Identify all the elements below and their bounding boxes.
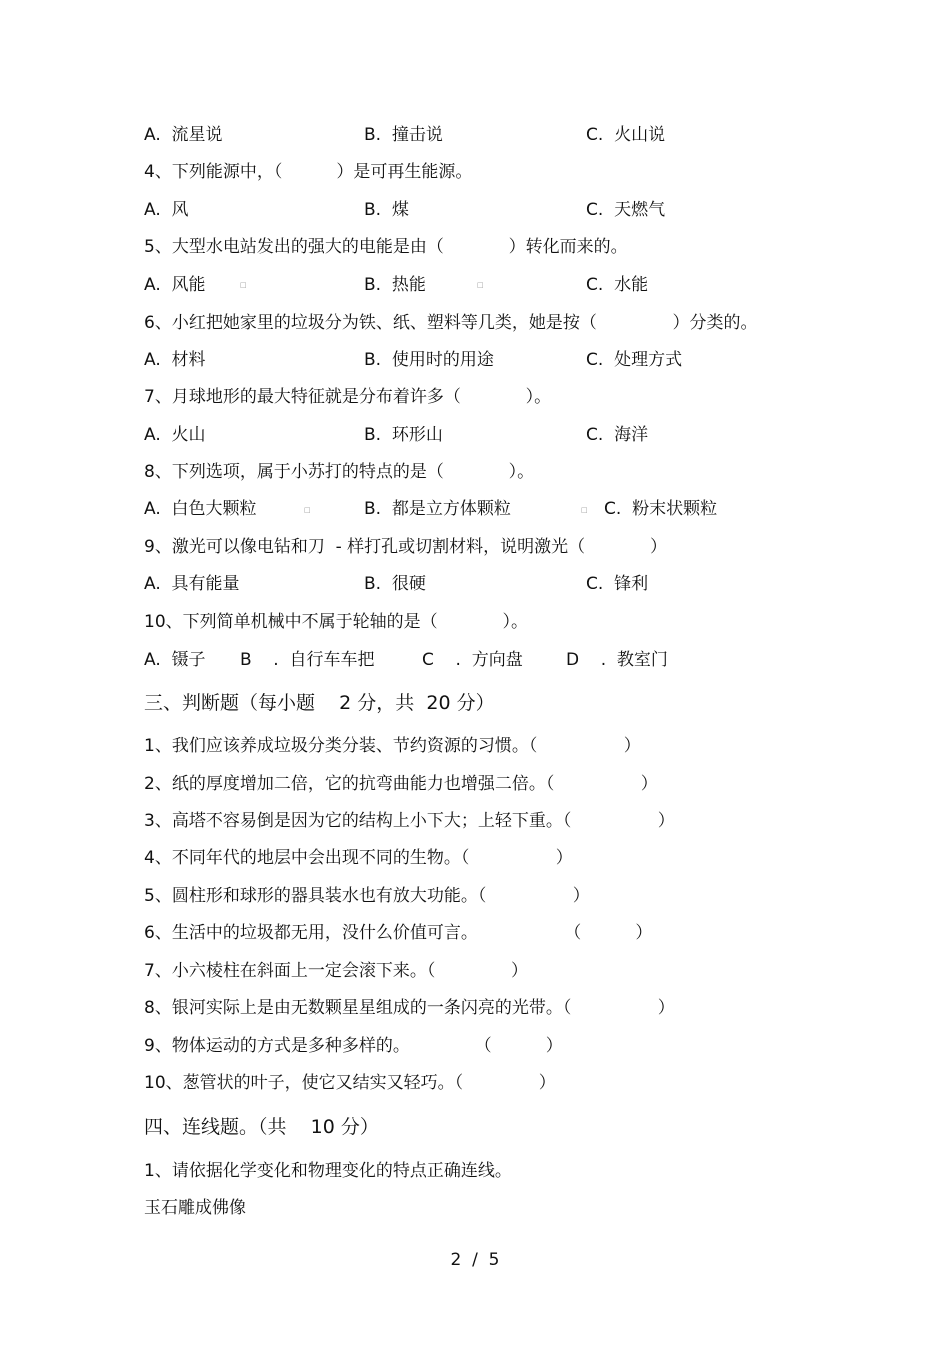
q8-option-c: C. 粉末状颗粒 bbox=[604, 499, 718, 519]
scan-artifact-mark: □ bbox=[304, 506, 311, 514]
question-5: 5、大型水电站发出的强大的电能是由（ ）转化而来的。 bbox=[144, 237, 628, 257]
scan-artifact-mark: □ bbox=[240, 281, 247, 289]
matching-item-1: 玉石雕成佛像 bbox=[144, 1198, 246, 1218]
judge-item-5: 5、圆柱形和球形的器具装水也有放大功能。（ ） bbox=[144, 886, 590, 906]
q8-option-a: A. 白色大颗粒 bbox=[144, 499, 257, 519]
question-7: 7、月球地形的最大特征就是分布着许多（ ）。 bbox=[144, 387, 552, 407]
q9-option-b: B. 很硬 bbox=[364, 574, 426, 594]
question-6: 6、小红把她家里的垃圾分为铁、纸、塑料等几类，她是按（ ）分类的。 bbox=[144, 313, 758, 333]
q3-option-a: A. 流星说 bbox=[144, 125, 223, 145]
q9-option-c: C. 锋利 bbox=[586, 574, 649, 594]
q10-option-a: A. 镊子 bbox=[144, 650, 206, 670]
judge-item-10: 10、葱管状的叶子，使它又结实又轻巧。（ ） bbox=[144, 1073, 556, 1093]
q4-option-a: A. 风 bbox=[144, 200, 189, 220]
q4-option-b: B. 煤 bbox=[364, 200, 409, 220]
q3-option-c: C. 火山说 bbox=[586, 125, 666, 145]
judge-item-6: 6、生活中的垃圾都无用，没什么价值可言。 （ ） bbox=[144, 923, 653, 943]
page-number: 2 / 5 bbox=[450, 1250, 500, 1270]
q10-option-c: C . 方向盘 bbox=[422, 650, 523, 670]
judge-item-7: 7、小六棱柱在斜面上一定会滚下来。（ ） bbox=[144, 961, 528, 981]
q7-option-b: B. 环形山 bbox=[364, 425, 443, 445]
q6-option-c: C. 处理方式 bbox=[586, 350, 683, 370]
judge-item-3: 3、高塔不容易倒是因为它的结构上小下大；上轻下重。（ ） bbox=[144, 811, 675, 831]
scan-artifact-mark: □ bbox=[581, 506, 588, 514]
judge-item-2: 2、纸的厚度增加二倍，它的抗弯曲能力也增强二倍。（ ） bbox=[144, 774, 658, 794]
q8-option-b: B. 都是立方体颗粒 bbox=[364, 499, 511, 519]
judge-item-1: 1、我们应该养成垃圾分类分装、节约资源的习惯。（ ） bbox=[144, 736, 641, 756]
q7-option-c: C. 海洋 bbox=[586, 425, 649, 445]
q5-option-c: C. 水能 bbox=[586, 275, 649, 295]
question-10: 10、下列简单机械中不属于轮轴的是（ ）。 bbox=[144, 612, 528, 632]
judge-item-9: 9、物体运动的方式是多种多样的。 （ ） bbox=[144, 1036, 563, 1056]
q10-option-d: D . 教室门 bbox=[566, 650, 668, 670]
q3-option-b: B. 撞击说 bbox=[364, 125, 443, 145]
question-8: 8、下列选项，属于小苏打的特点的是（ ）。 bbox=[144, 462, 535, 482]
q7-option-a: A. 火山 bbox=[144, 425, 206, 445]
section-4-heading: 四、连线题。（共 10 分） bbox=[144, 1116, 379, 1138]
q9-option-a: A. 具有能量 bbox=[144, 574, 240, 594]
matching-question-1: 1、请依据化学变化和物理变化的特点正确连线。 bbox=[144, 1161, 512, 1181]
scan-artifact-mark: □ bbox=[477, 281, 484, 289]
question-4: 4、下列能源中，（ ）是可再生能源。 bbox=[144, 162, 473, 182]
section-3-heading: 三、判断题（每小题 2 分，共 20 分） bbox=[144, 692, 495, 714]
question-9: 9、激光可以像电钻和刀 - 样打孔或切割材料，说明激光（ ） bbox=[144, 537, 668, 557]
q6-option-a: A. 材料 bbox=[144, 350, 206, 370]
q10-option-b: B . 自行车车把 bbox=[240, 650, 375, 670]
judge-item-4: 4、不同年代的地层中会出现不同的生物。（ ） bbox=[144, 848, 573, 868]
q6-option-b: B. 使用时的用途 bbox=[364, 350, 494, 370]
q5-option-b: B. 热能 bbox=[364, 275, 426, 295]
q5-option-a: A. 风能 bbox=[144, 275, 206, 295]
q4-option-c: C. 天燃气 bbox=[586, 200, 666, 220]
judge-item-8: 8、银河实际上是由无数颗星星组成的一条闪亮的光带。（ ） bbox=[144, 998, 675, 1018]
